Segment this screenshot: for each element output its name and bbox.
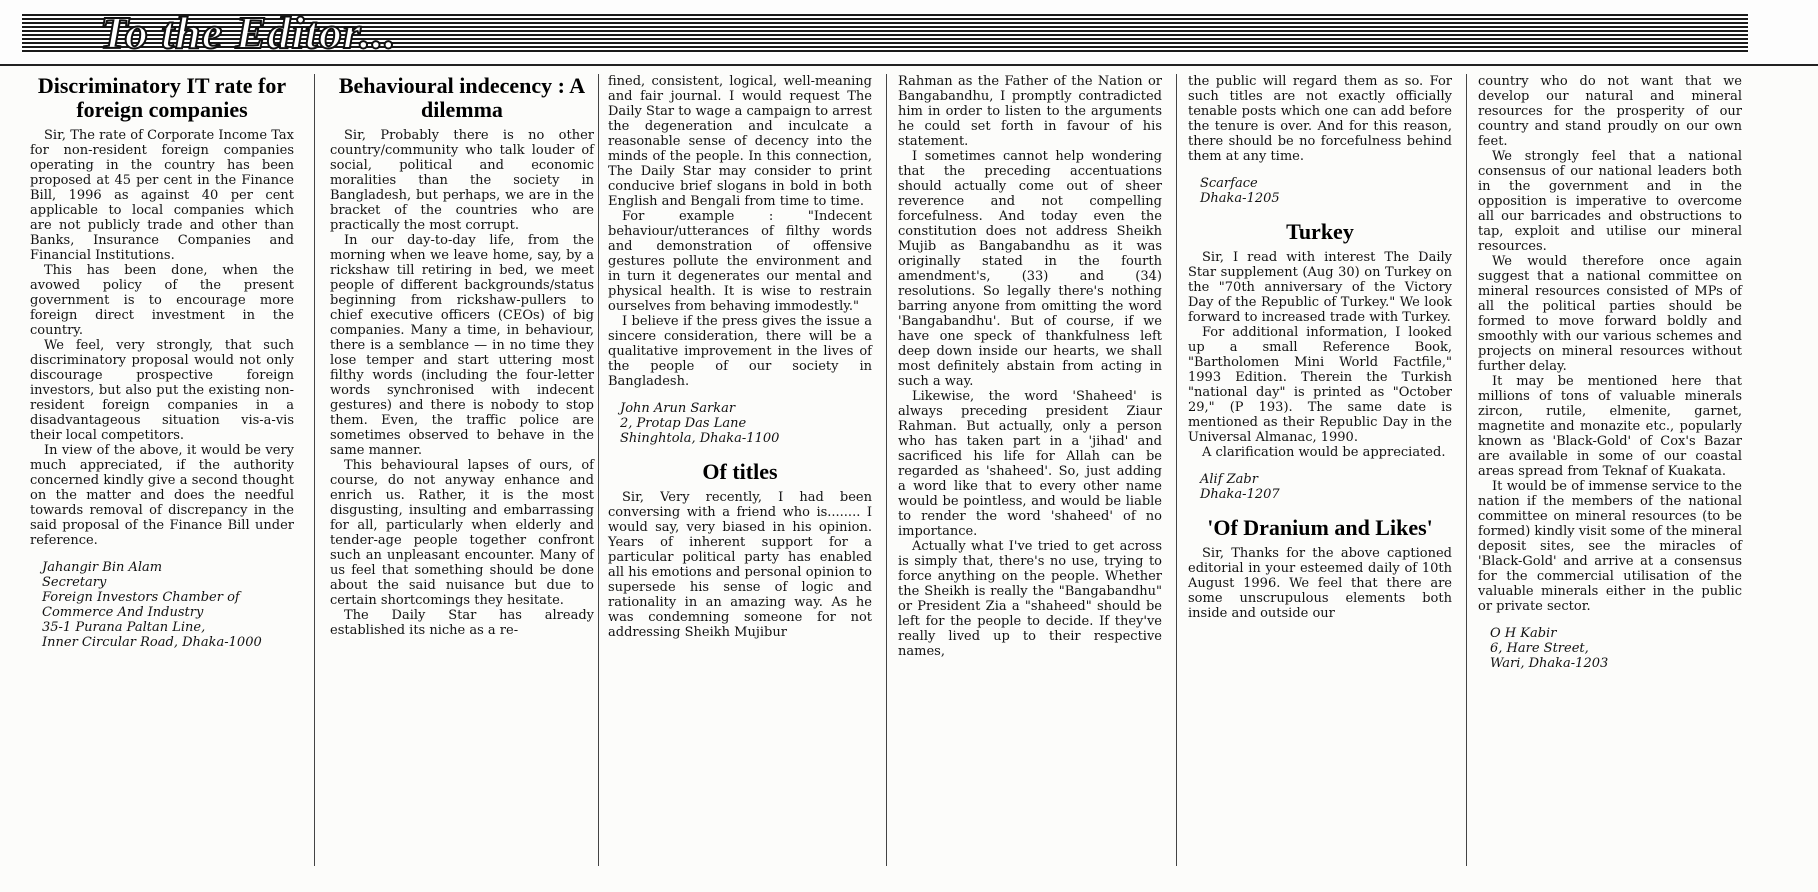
column-1 xyxy=(30,74,294,892)
letter-signature xyxy=(1188,176,1452,206)
column-divider xyxy=(314,74,315,866)
letter-paragraph: This has been done, when the avowed policy of the present government is to encourage more foreign direct investment in the country. xyxy=(30,263,294,338)
column-6 xyxy=(1478,74,1742,892)
letter-paragraph: This behavioural lapses of ours, of course, do not anyway enhance and enrich us. Rather, it is the most disgusting, insulting and embarrassing for all, particularly when elderly and tender-age people together confront such an unpleasant encounter. Many of us feel that something should be done about the said nuisance but due to certain shortcomings they hesitate. xyxy=(330,458,594,608)
signature-name: Alif Zabr xyxy=(1200,472,1258,487)
signature-name: Scarface xyxy=(1200,176,1258,191)
section-banner xyxy=(0,0,1818,66)
signature-line: 2, Protap Das Lane xyxy=(620,416,747,431)
letter-behavioural-indecency-continued xyxy=(608,74,872,446)
letter-signature xyxy=(30,560,294,650)
letter-signature xyxy=(608,401,872,446)
signature-line: Shinghtola, Dhaka-1100 xyxy=(620,431,780,446)
letter-headline: Turkey xyxy=(1286,219,1354,244)
letter-paragraph: Sir, I read with interest The Daily Star supplement (Aug 30) on Turkey on the "70th anniversary of the Victory Day of the Republic of Turkey." We look forward to increased trade with Turkey. xyxy=(1188,250,1452,325)
column-divider xyxy=(598,74,599,866)
letter-paragraph: The Daily Star has already established its niche as a re- xyxy=(330,608,594,638)
letter-paragraph: We strongly feel that a national consensus of our national leaders both in the government and in the opposition is imperative to overcome all our barricades and obstructions to tap, exploit and utilise our mineral resources. xyxy=(1478,149,1742,254)
letter-signature xyxy=(1188,472,1452,502)
letter-headline: Behavioural indecency : A dilemma xyxy=(338,73,586,122)
signature-name: Jahangir Bin Alam xyxy=(42,560,163,575)
letter-paragraph: We would therefore once again suggest that a national committee on mineral resources consisted of MPs of all the political parties should be formed to move forward boldly and smoothly with our various schemes and projects on mineral resources without further delay. xyxy=(1478,254,1742,374)
letter-paragraph: It may be mentioned here that millions of tons of valuable minerals zircon, rutile, elmenite, garnet, magnetite and monazite etc., popularly known as 'Black-Gold' of Cox's Bazar are available in some of our coastal areas spread from Teknaf of Kuakata. xyxy=(1478,374,1742,479)
column-divider xyxy=(886,74,887,866)
spacer xyxy=(608,446,872,460)
spacer xyxy=(1188,206,1452,220)
letter-behavioural-indecency xyxy=(330,74,594,638)
letter-it-rate xyxy=(30,74,294,650)
signature-name: O H Kabir xyxy=(1490,626,1557,641)
letter-paragraph: It would be of immense service to the nation if the members of the national committee on mineral resources (to be formed) kindly visit some of the mineral deposit sites, see the miracles of 'Black-Gold' and arrive at a consensus for the commercial utilisation of the valuable minerals either in the public or private sector. xyxy=(1478,479,1742,614)
column-4 xyxy=(898,74,1162,892)
letter-paragraph: Likewise, the word 'Shaheed' is always preceding president Ziaur Rahman. But actually, only a person who has taken part in a 'jihad' and sacrificed his life for Allah can be regarded as 'shaheed'. So, just adding a word like that to every other name would be pointless, and would be liable to render the word 'shaheed' of no importance. xyxy=(898,389,1162,539)
column-5 xyxy=(1188,74,1452,892)
letter-headline: Of titles xyxy=(702,459,778,484)
column-2 xyxy=(330,74,594,892)
letter-paragraph: country who do not want that we develop our natural and mineral resources for the prosperity of our country and stand proudly on our own feet. xyxy=(1478,74,1742,149)
signature-line: Wari, Dhaka-1203 xyxy=(1490,656,1609,671)
letters-columns xyxy=(30,74,1796,892)
letter-paragraph: Sir, Very recently, I had been conversing with a friend who is........ I would say, very biased in his opinion. Years of inherent support for a particular political party has enabled all his emotions and personal opinion to supersede his sense of logic and rationality in an amazing way. As he was condemning someone for not addressing Sheikh Mujibur xyxy=(608,490,872,640)
letter-of-dranium xyxy=(1188,516,1452,621)
column-divider xyxy=(1466,74,1467,866)
section-title: To the Editor... xyxy=(100,7,397,58)
signature-line: Dhaka-1205 xyxy=(1200,191,1280,206)
signature-line: Foreign Investors Chamber of Commerce And Industry xyxy=(42,590,240,620)
signature-line: 35-1 Purana Paltan Line, xyxy=(42,620,206,635)
signature-line: Inner Circular Road, Dhaka-1000 xyxy=(42,635,262,650)
letter-of-titles xyxy=(608,460,872,640)
signature-name: John Arun Sarkar xyxy=(620,401,736,416)
letter-paragraph: the public will regard them as so. For such titles are not exactly officially tenable posts which one can add before the tenure is over. And for this reason, there should be no forcefulness behind them at any time. xyxy=(1188,74,1452,164)
signature-line: 6, Hare Street, xyxy=(1490,641,1589,656)
column-divider xyxy=(1176,74,1177,866)
signature-line: Secretary xyxy=(42,575,107,590)
letter-paragraph: For example : "Indecent behaviour/utterances of filthy words and demonstration of offensive gestures pollute the environment and in turn it degenerates our mental and physical health. It is wise to restrain ourselves from behaving immodestly." xyxy=(608,209,872,314)
letter-paragraph: We feel, very strongly, that such discriminatory proposal would not only discourage prospective foreign investors, but also put the existing non-resident foreign companies in a disadvantageous situation vis-a-vis their local competitors. xyxy=(30,338,294,443)
signature-line: Dhaka-1207 xyxy=(1200,487,1280,502)
letter-paragraph: Actually what I've tried to get across is simply that, there's no use, trying to force anything on the people. Whether the Sheikh is really the "Bangabandhu" or President Zia a "shaheed" should be left for the people to decide. If they've really lived up to their respective names, xyxy=(898,539,1162,659)
letter-paragraph: For additional information, I looked up a small Reference Book, "Bartholomen Mini World Factfile," 1993 Edition. Therein the Turkish "national day" is printed as "October 29," (P 193). The same date is mentioned as their Republic Day in the Universal Almanac, 1990. xyxy=(1188,325,1452,445)
letter-paragraph: Sir, The rate of Corporate Income Tax for non-resident foreign companies operating in the country has been proposed at 45 per cent in the Finance Bill, 1996 as against 40 per cent applicable to local companies which are not publicly trade and other than Banks, Insurance Companies and Financial Institutions. xyxy=(30,128,294,263)
letter-headline: 'Of Dranium and Likes' xyxy=(1207,515,1433,540)
letter-headline: Discriminatory IT rate for foreign companies xyxy=(37,73,287,122)
letter-paragraph: fined, consistent, logical, well-meaning and fair journal. I would request The Daily Star to wage a campaign to arrest the degeneration and inculcate a reasonable sense of decency into the minds of the people. In this connection, The Daily Star may consider to print conducive brief slogans in bold in both English and Bengali from time to time. xyxy=(608,74,872,209)
letter-paragraph: Sir, Thanks for the above captioned editorial in your esteemed daily of 10th August 1996. We feel that there are some unscrupulous elements both inside and outside our xyxy=(1188,546,1452,621)
letter-signature xyxy=(1478,626,1742,671)
letter-paragraph: In view of the above, it would be very much appreciated, if the authority concerned kindly give a second thought on the matter and does the needful towards removal of discrepancy in the said proposal of the Finance Bill under reference. xyxy=(30,443,294,548)
column-3 xyxy=(608,74,872,892)
letter-paragraph: Rahman as the Father of the Nation or Bangabandhu, I promptly contradicted him in order to listen to the arguments he could set forth in favour of his statement. xyxy=(898,74,1162,149)
spacer xyxy=(1188,502,1452,516)
letter-paragraph: Sir, Probably there is no other country/community who talk louder of social, political and economic moralities than the society in Bangladesh, but perhaps, we are in the bracket of the countries who are practically the most corrupt. xyxy=(330,128,594,233)
letter-paragraph: A clarification would be appreciated. xyxy=(1202,445,1446,460)
letter-paragraph: I believe if the press gives the issue a sincere consideration, there will be a qualitative improvement in the lives of the people of our society in Bangladesh. xyxy=(608,314,872,389)
letter-turkey xyxy=(1188,220,1452,502)
letter-paragraph: I sometimes cannot help wondering that the preceding accentuations should actually come out of sheer reverence and not compelling forcefulness. And today even the constitution does not address Sheikh Mujib as Bangabandhu as it was originally stated in the fourth amendment's, (33) and (34) resolutions. So legally there's nothing barring anyone from omitting the word 'Bangabandhu'. But of course, if we have one speck of thankfulness left deep down inside our hearts, we shall most definitely abstain from acting in such a way. xyxy=(898,149,1162,389)
letter-paragraph: In our day-to-day life, from the morning when we leave home, say, by a rickshaw till retiring in bed, we meet people of different backgrounds/status beginning from rickshaw-pullers to chief executive officers (CEOs) of big companies. Many a time, in behaviour, there is a semblance — in no time they lose temper and start uttering most filthy words (including the four-letter words synchronised with indecent gestures) and there is nobody to stop them. Even, the traffic police are sometimes observed to behave in the same manner. xyxy=(330,233,594,458)
